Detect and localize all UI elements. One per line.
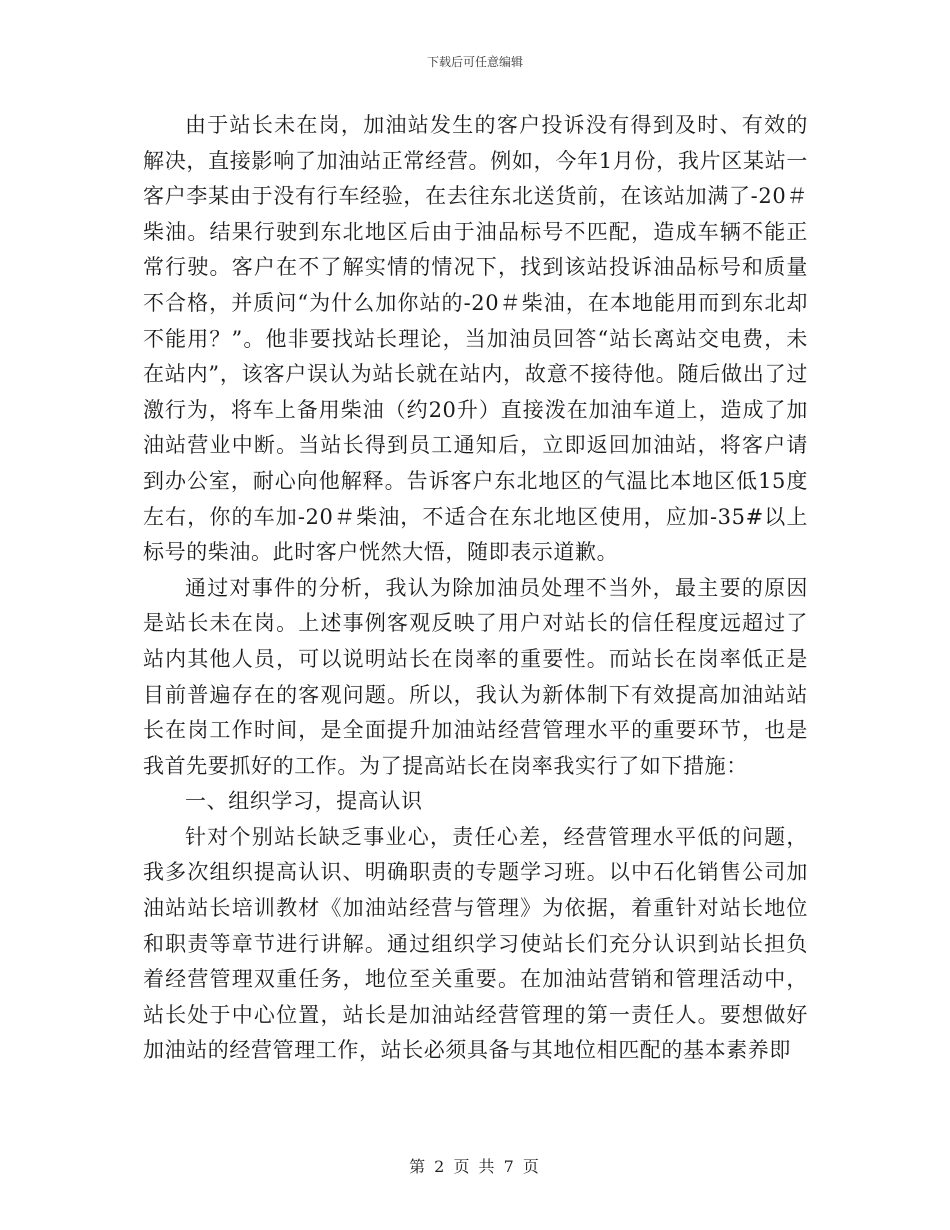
document-body — [143, 108, 808, 1069]
paragraph-analysis: 通过对事件的分析，我认为除加油员处理不当外，最主要的原因是站长未在岗。上述事例客观反映了用户对站长的信任程度远超过了站内其他人员，可以说明站长在岗率的重要性。而站长在岗率低正是目前普遍存在的客观问题。所以，我认为新体制下有效提高加油站站长在岗工作时间，是全面提升加油站经营管理水平的重要环节，也是我首先要抓好的工作。为了提高站长在岗率我实行了如下措施： — [143, 575, 808, 778]
page-header: 下载后可任意编辑 — [426, 55, 523, 69]
paragraph-complaint-example: 由于站长未在岗，加油站发生的客户投诉没有得到及时、有效的解决，直接影响了加油站正常经营。例如，今年1月份，我片区某站一客户李某由于没有行车经验，在去往东北送货前，在该站加满了-20＃柴油。结果行驶到东北地区后由于油品标号不匹配，造成车辆不能正常行驶。客户在不了解实情的情况下，找到该站投诉油品标号和质量不合格，并质问“为什么加你站的-20＃柴油，在本地能用而到东北却不能用？”。他非要找站长理论，当加油员回答“站长离站交电费，未在站内”，该客户误认为站长就在站内，故意不接待他。随后做出了过激行为，将车上备用柴油（约20升）直接泼在加油车道上，造成了加油站营业中断。当站长得到员工通知后，立即返回加油站，将客户请到办公室，耐心向他解释。告诉客户东北地区的气温比本地区低15度左右，你的车加-20＃柴油，不适合在东北地区使用，应加-35#以上标号的柴油。此时客户恍然大悟，随即表示道歉。 — [143, 113, 808, 565]
page-number: 第 2 页 共 7 页 — [409, 1157, 541, 1176]
paragraph-study-measures: 针对个别站长缺乏事业心，责任心差，经营管理水平低的问题，我多次组织提高认识、明确职责的专题学习班。以中石化销售公司加油站站长培训教材《加油站经营与管理》为依据，着重针对站长地位和职责等章节进行讲解。通过组织学习使站长们充分认识到站长担负着经营管理双重任务，地位至关重要。在加油站营销和管理活动中，站长处于中心位置，站长是加油站经营管理的第一责任人。要想做好加油站的经营管理工作，站长必须具备与其地位相匹配的基本素养即 — [143, 824, 808, 1063]
section-heading-study: 一、组织学习，提高认识 — [185, 789, 423, 814]
